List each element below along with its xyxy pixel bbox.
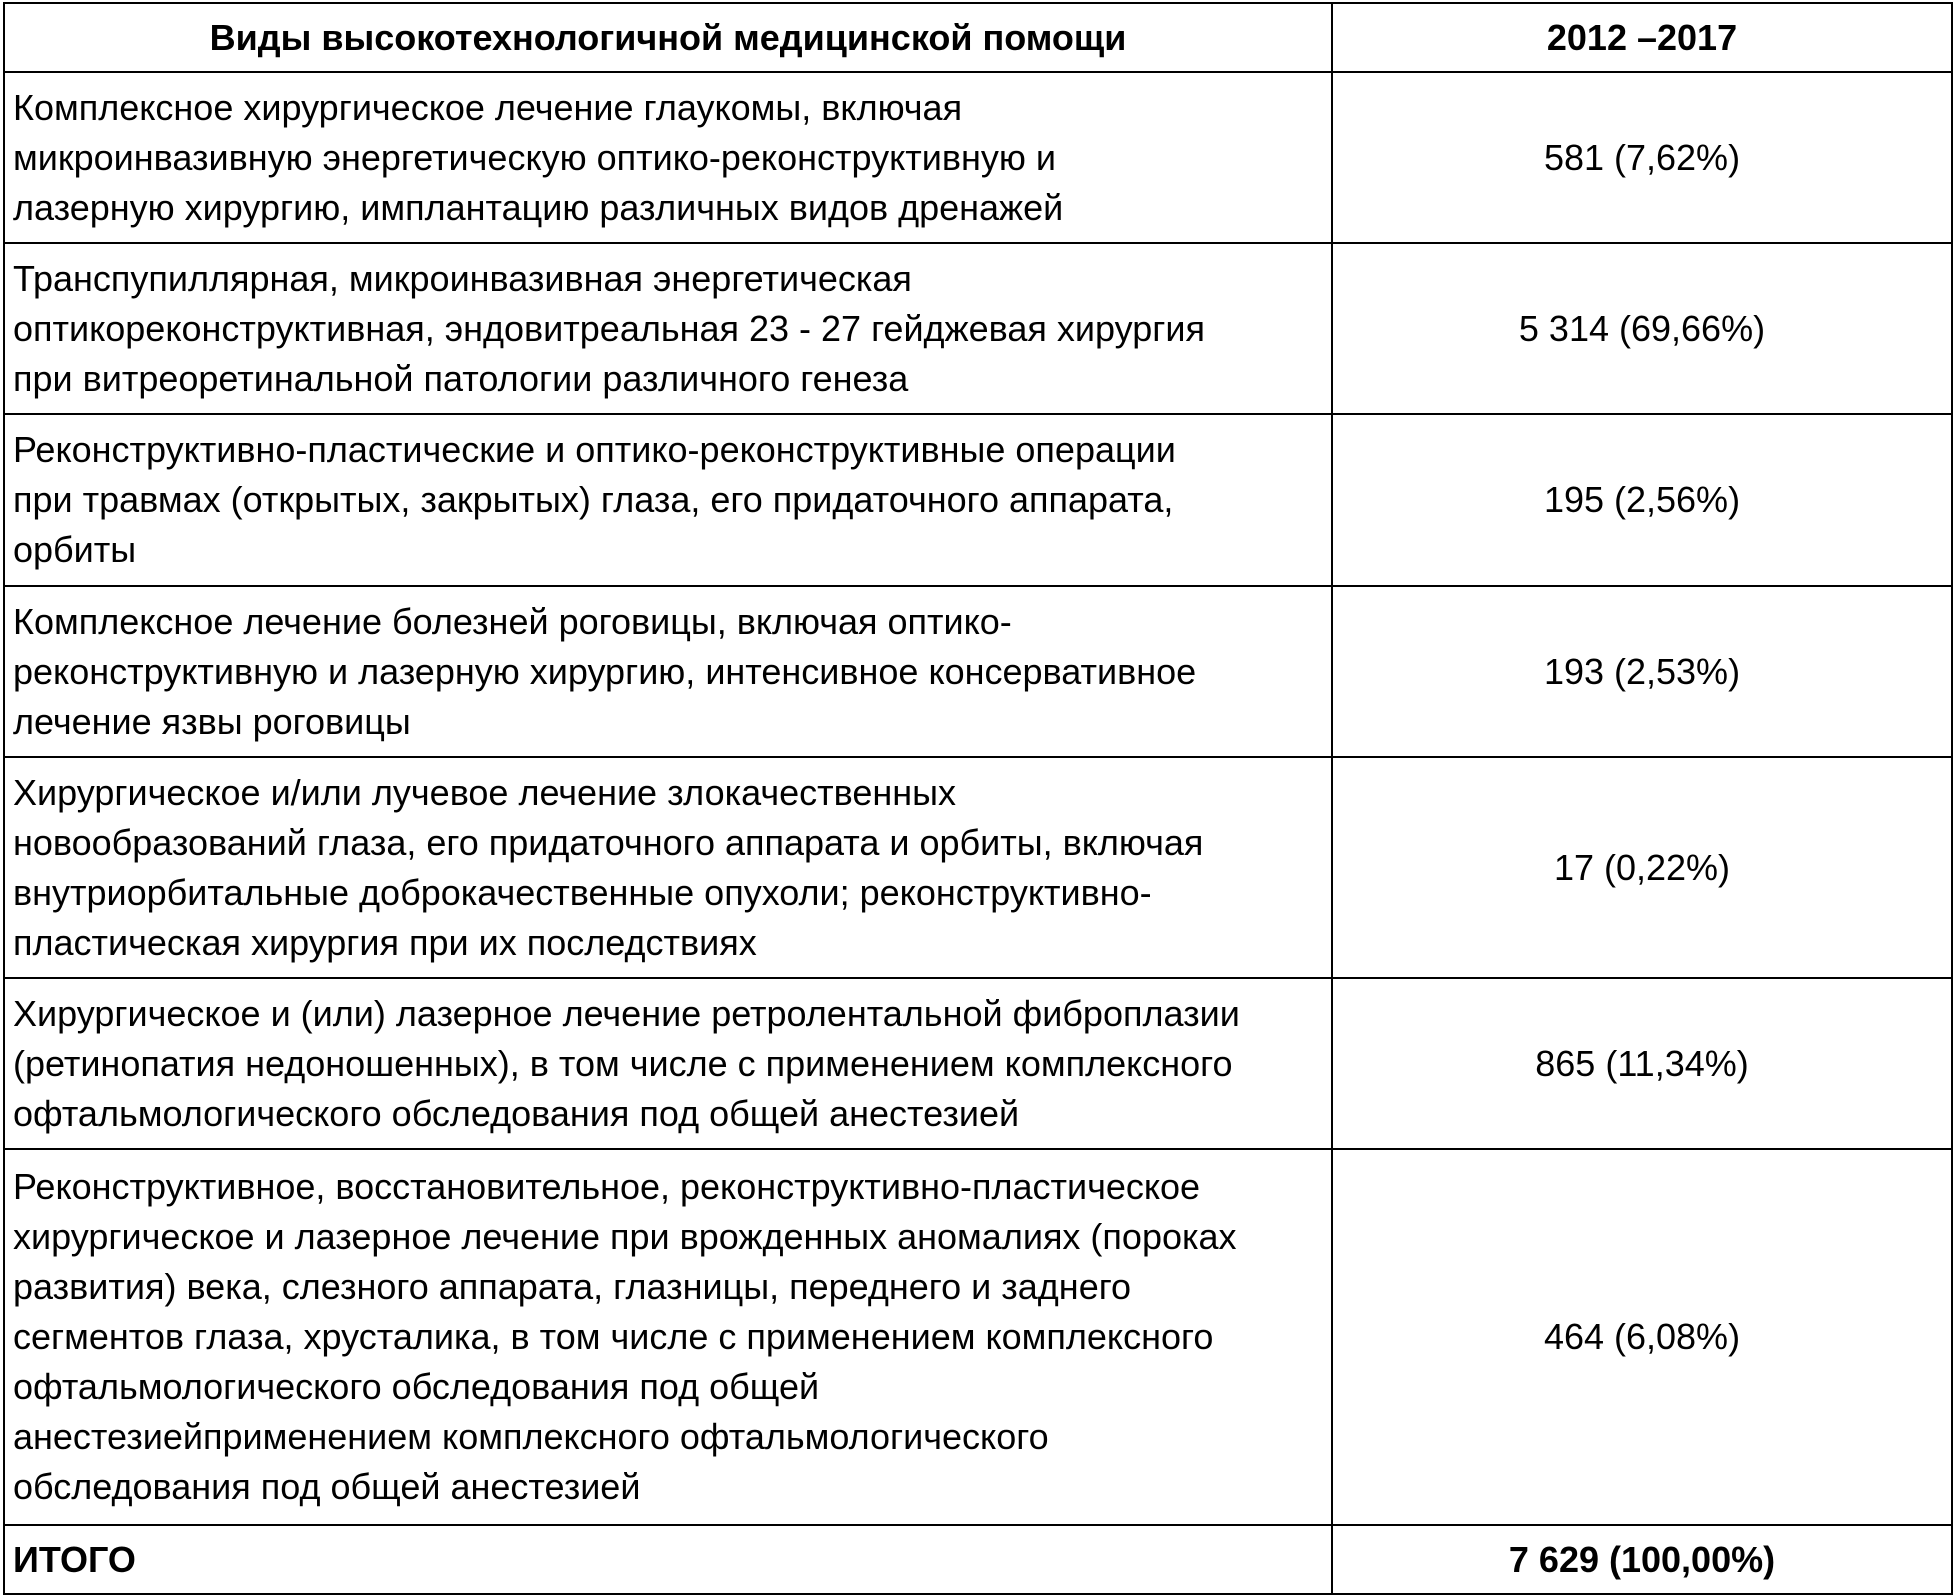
row-category-text: Хирургическое и (или) лазерное лечение ретролентальной фиброплазии (ретинопатия недоношенных), в том числе с применением комплексного офтальмологического обследования под общей анестезией bbox=[13, 992, 1240, 1134]
total-value-cell bbox=[1333, 1526, 1953, 1595]
row-category-cell bbox=[5, 73, 1333, 244]
row-category-text: Реконструктивное, восстановительное, реконструктивно-пластическое хирургическое и лазерное лечение при врожденных аномалиях (пороках развития) века, слезного аппарата, глазницы, переднего и заднего сегментов глаза, хрусталика, в том числе с применением комплексного офтальмологического обследования под общей анестезиейприменением комплексного офтальмологического обследования под общей анестезией bbox=[13, 1166, 1237, 1507]
row-value-cell bbox=[1333, 73, 1953, 244]
row-category-cell bbox=[5, 587, 1333, 758]
header-category-cell bbox=[5, 4, 1333, 73]
row-category-text: Хирургическое и/или лучевое лечение злокачественных новообразований глаза, его придаточного аппарата и орбиты, включая внутриорбитальные доброкачественные опухоли; реконструктивно- пластическая хирургия при их последствиях bbox=[13, 771, 1204, 963]
total-label: ИТОГО bbox=[13, 1538, 136, 1580]
row-category-text: Комплексное лечение болезней роговицы, включая оптико- реконструктивную и лазерную хирургию, интенсивное консервативное лечение язвы роговицы bbox=[13, 600, 1197, 742]
row-category-text: Транспупиллярная, микроинвазивная энергетическая оптикореконструктивная, эндовитреальная 23 - 27 гейджевая хирургия при витреоретинальной патологии различного генеза bbox=[13, 257, 1205, 399]
row-value-text: 195 (2,56%) bbox=[1543, 479, 1741, 520]
row-value-text: 17 (0,22%) bbox=[1553, 846, 1731, 888]
row-category-cell bbox=[5, 244, 1333, 415]
row-category-cell bbox=[5, 979, 1333, 1150]
row-value-text: 193 (2,53%) bbox=[1543, 650, 1741, 692]
row-value-cell bbox=[1333, 758, 1953, 979]
total-value: 7 629 (100,00%) bbox=[1508, 1538, 1776, 1580]
row-category-text: Комплексное хирургическое лечение глаукомы, включая микроинвазивную энергетическую оптико-реконструктивную и лазерную хирургию, имплантацию различных видов дренажей bbox=[13, 86, 1064, 228]
row-value-cell bbox=[1333, 587, 1953, 758]
hightech-care-table bbox=[3, 2, 1953, 1595]
row-value-text: 581 (7,62%) bbox=[1543, 136, 1741, 178]
row-category-text: Реконструктивно-пластические и оптико-реконструктивные операции при травмах (открытых, закрытых) глаза, его придаточного аппарата, орбиты bbox=[13, 429, 1176, 570]
row-value-text: 5 314 (69,66%) bbox=[1518, 307, 1766, 349]
row-category-cell bbox=[5, 1150, 1333, 1526]
header-category-label: Виды высокотехнологичной медицинской помощи bbox=[209, 16, 1127, 58]
row-value-cell bbox=[1333, 1150, 1953, 1526]
row-value-cell bbox=[1333, 415, 1953, 587]
row-value-cell bbox=[1333, 244, 1953, 415]
row-value-text: 865 (11,34%) bbox=[1535, 1042, 1749, 1084]
header-period-cell bbox=[1333, 4, 1953, 73]
total-label-cell bbox=[5, 1526, 1333, 1595]
row-value-text: 464 (6,08%) bbox=[1543, 1316, 1741, 1357]
row-value-cell bbox=[1333, 979, 1953, 1150]
row-category-cell bbox=[5, 758, 1333, 979]
header-period-label: 2012 –2017 bbox=[1546, 16, 1738, 58]
row-category-cell bbox=[5, 415, 1333, 587]
